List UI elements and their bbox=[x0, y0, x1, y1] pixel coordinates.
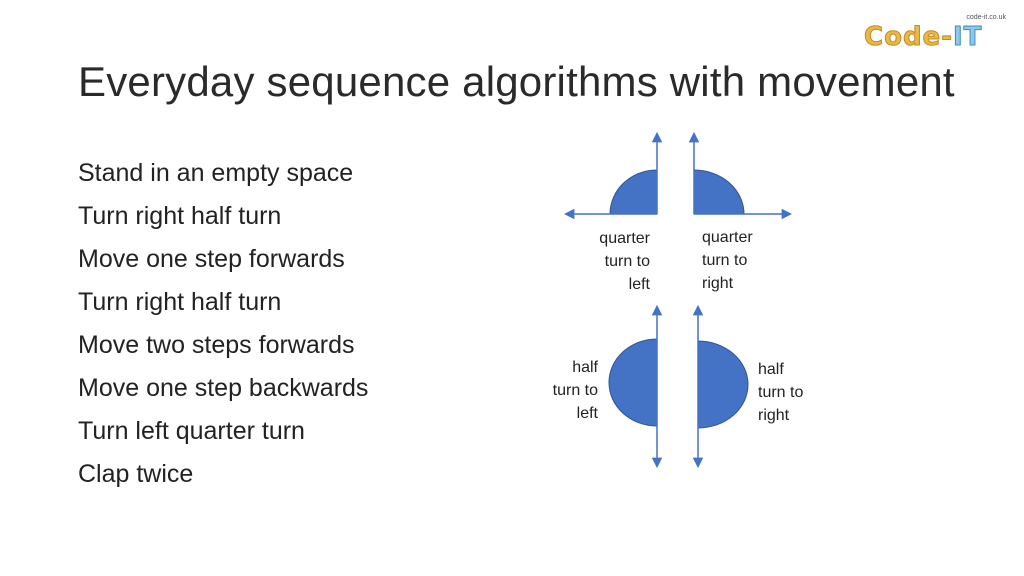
logo-word-accent: IT bbox=[952, 22, 983, 52]
step-item: Move one step backwards bbox=[78, 374, 369, 402]
step-item: Turn right half turn bbox=[78, 288, 282, 316]
label-half-turn-left: half turn to left bbox=[552, 359, 598, 422]
label-quarter-turn-left: quarter turn to left bbox=[599, 230, 650, 293]
step-item: Stand in an empty space bbox=[78, 159, 354, 187]
step-item: Turn right half turn bbox=[78, 202, 282, 230]
step-item: Move one step forwards bbox=[78, 245, 345, 273]
step-item: Clap twice bbox=[78, 460, 194, 488]
logo-word-main: Code- bbox=[864, 22, 953, 52]
half-turn-left-shape bbox=[609, 339, 657, 426]
step-item: Move two steps forwards bbox=[78, 331, 355, 359]
logo-url: code-it.co.uk bbox=[966, 14, 1006, 21]
slide-title: Everyday sequence algorithms with movement bbox=[78, 58, 955, 105]
label-half-turn-right: half turn to right bbox=[758, 361, 804, 424]
quarter-turn-right-shape bbox=[694, 170, 744, 214]
label-quarter-turn-right: quarter turn to right bbox=[702, 229, 753, 292]
step-item: Turn left quarter turn bbox=[78, 417, 305, 445]
quarter-turn-left-shape bbox=[610, 170, 657, 214]
half-turn-right-shape bbox=[698, 341, 748, 428]
